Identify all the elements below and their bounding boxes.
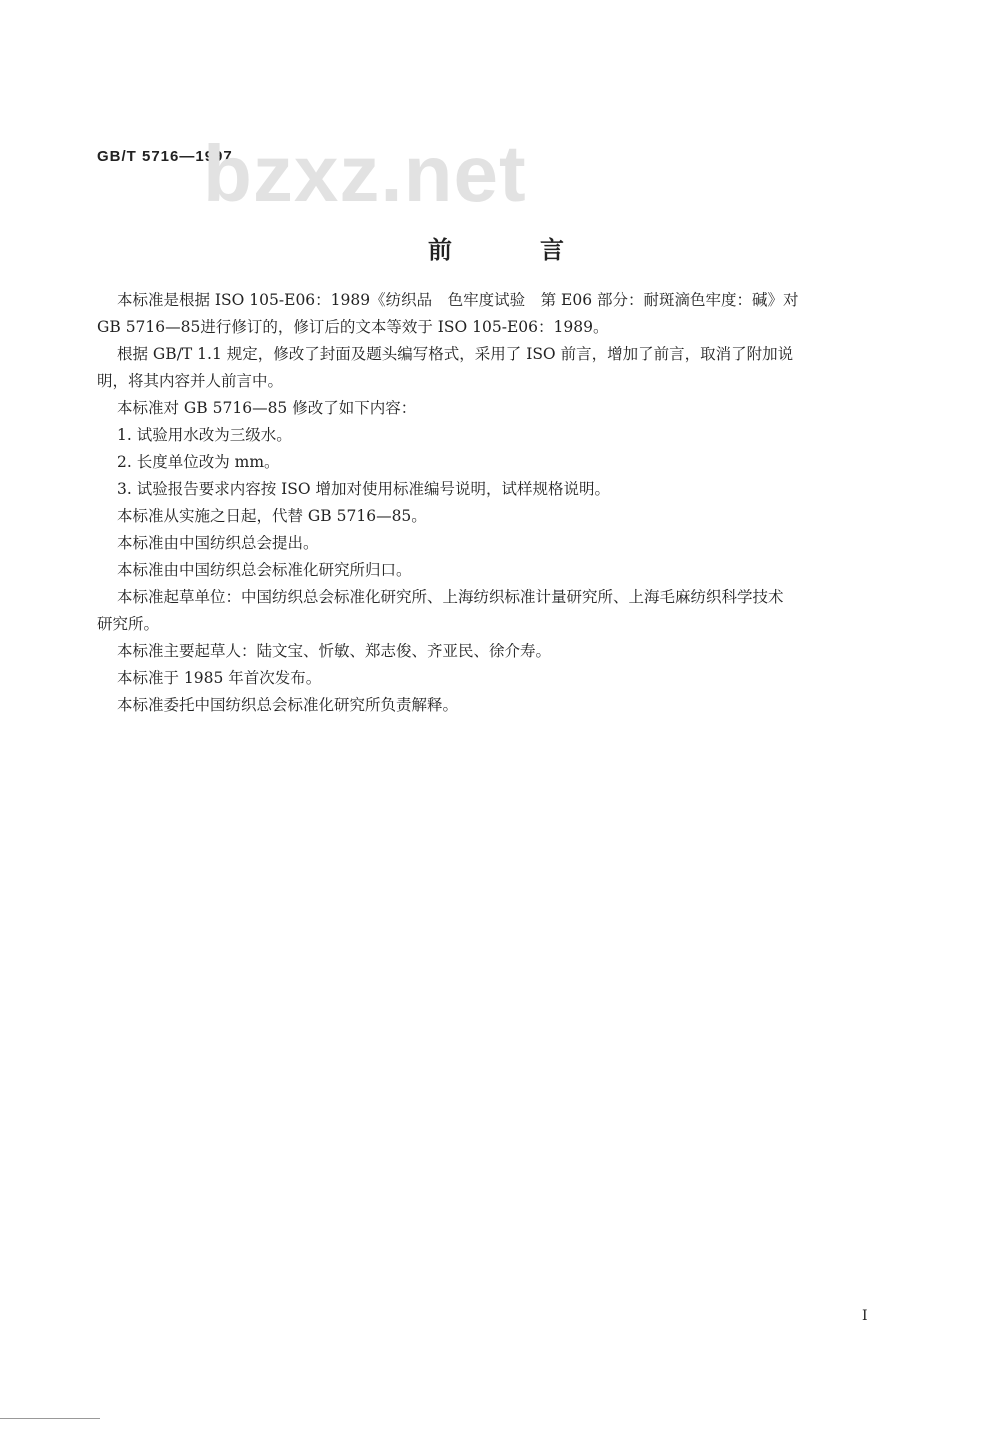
foreword-body — [97, 287, 907, 719]
paragraph-line: 本标准由中国纺织总会标准化研究所归口。 — [117, 561, 412, 579]
paragraph — [97, 476, 907, 503]
scan-edge-divider — [0, 1418, 100, 1420]
paragraph — [97, 692, 907, 719]
page-number: I — [862, 1308, 868, 1324]
paragraph-line: GB 5716—85进行修订的，修订后的文本等效于 ISO 105-E06：1989。 — [97, 318, 609, 336]
paragraph-line: 根据 GB/T 1.1 规定，修改了封面及题头编写格式，采用了 ISO 前言，增加了前言，取消了附加说 — [117, 345, 794, 363]
paragraph-line: 3. 试验报告要求内容按 ISO 增加对使用标准编号说明，试样规格说明。 — [117, 480, 611, 498]
paragraph — [97, 557, 907, 584]
paragraph-line: 本标准从实施之日起，代替 GB 5716—85。 — [117, 507, 427, 525]
paragraph-line: 1. 试验用水改为三级水。 — [117, 426, 292, 444]
paragraph-line: 本标准对 GB 5716—85 修改了如下内容： — [117, 399, 417, 417]
paragraph — [97, 665, 907, 692]
paragraph-line: 本标准委托中国纺织总会标准化研究所负责解释。 — [117, 696, 459, 714]
paragraph-line: 本标准于 1985 年首次发布。 — [117, 669, 322, 687]
paragraph-line: 本标准由中国纺织总会提出。 — [117, 534, 319, 552]
paragraph — [97, 584, 907, 638]
document-number: GB/T 5716—1997 — [97, 148, 233, 165]
title-char-2: 言 — [540, 235, 564, 264]
paragraph-line: 本标准是根据 ISO 105-E06：1989《纺织品 色牢度试验 第 E06 部分：耐斑滴色牢度：碱》对 — [117, 291, 799, 309]
paragraph-line: 2. 长度单位改为 mm。 — [117, 453, 280, 471]
paragraph — [97, 287, 907, 341]
paragraph — [97, 503, 907, 530]
paragraph — [97, 395, 907, 422]
paragraph — [97, 449, 907, 476]
paragraph-line: 明，将其内容并人前言中。 — [97, 372, 284, 390]
paragraph-line: 研究所。 — [97, 615, 160, 633]
paragraph — [97, 530, 907, 557]
paragraph-line: 本标准主要起草人：陆文宝、忻敏、郑志俊、齐亚民、徐介寿。 — [117, 642, 552, 660]
paragraph-line: 本标准起草单位：中国纺织总会标准化研究所、上海纺织标准计量研究所、上海毛麻纺织科学技术 — [117, 588, 784, 606]
paragraph — [97, 341, 907, 395]
title-char-1: 前 — [428, 235, 452, 264]
paragraph — [97, 638, 907, 665]
paragraph — [97, 422, 907, 449]
watermark: bzxz.net — [203, 129, 527, 218]
